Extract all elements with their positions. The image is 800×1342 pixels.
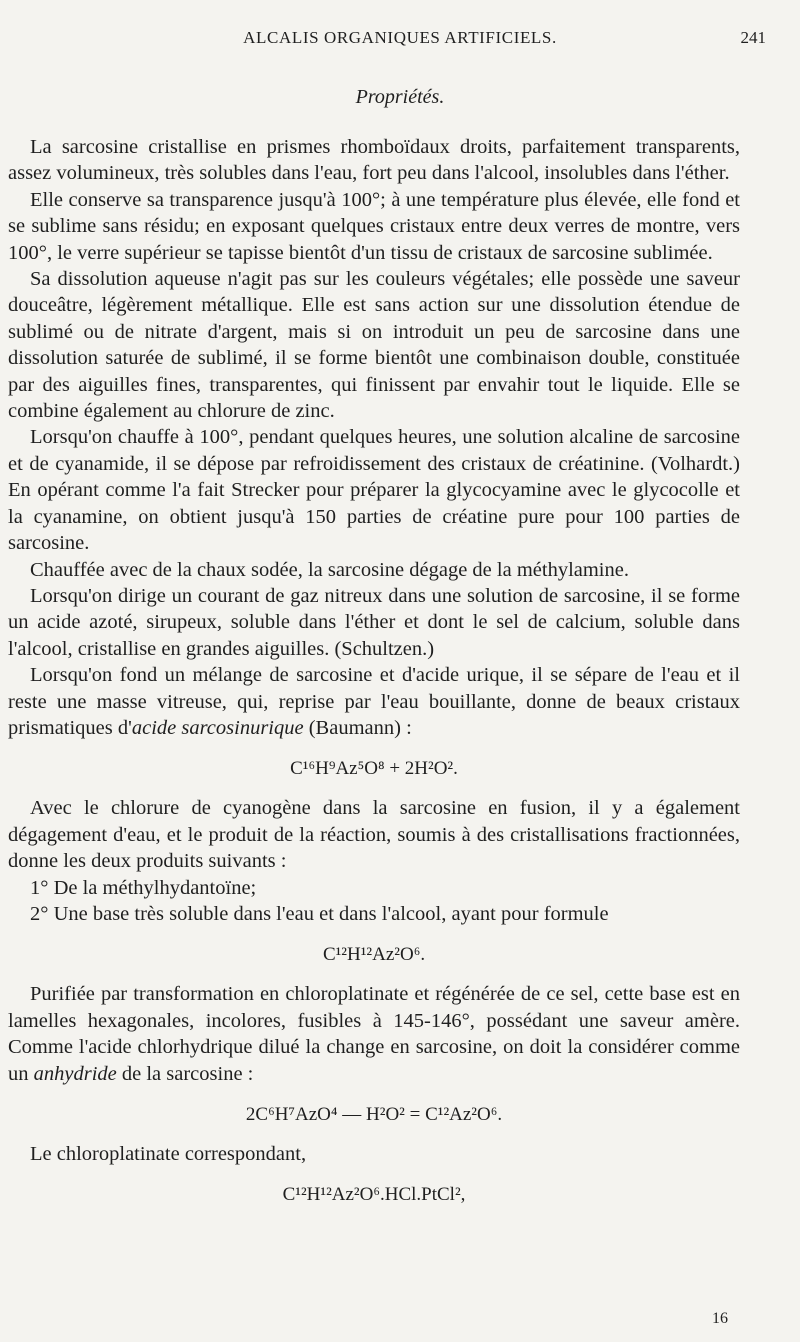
text-segment: Purifiée par transformation en chloroplatinate et régénérée de ce sel, cette base est en lamelles hexagonales, incolores, fusibles à 145-146°, possédant une saveur amère. Comme l'acide chlorhydrique dilué la change en sarcosine, on doit la considérer comme un bbox=[8, 983, 740, 1085]
italic-term: acide sarcosinurique bbox=[131, 716, 304, 739]
italic-term: anhydride bbox=[33, 1062, 117, 1085]
page-header bbox=[0, 24, 800, 54]
paragraph-chloroplatinate: Le chloroplatinate correspondant, bbox=[30, 1143, 307, 1165]
formula-sarcosinuric: C¹⁶H⁹Az⁵O⁸ + 2H²O². bbox=[290, 758, 458, 780]
paragraph-methylamine: Chauffée avec de la chaux sodée, la sarcosine dégage de la méthylamine. bbox=[30, 558, 629, 581]
paragraph-sublimation: Elle conserve sa transparence jusqu'à 100°; à une température plus élevée, elle fond et se sublime sans résidu; en exposant quelques cristaux entre deux verres de montre, vers 100°, le verre supérieur se tapisse bientôt d'un tissu de cristaux de sarcosine sublimée. bbox=[8, 188, 740, 264]
text-segment: (Baumann) : bbox=[303, 716, 412, 739]
page-number: 241 bbox=[740, 28, 766, 47]
formula-chloroplatinate: C¹²H¹²Az²O⁶.HCl.PtCl², bbox=[282, 1184, 466, 1206]
list-item-1: 1° De la méthylhydantoïne; bbox=[30, 876, 257, 899]
running-title: ALCALIS ORGANIQUES ARTIFICIELS. bbox=[243, 28, 557, 47]
list-item-2: 2° Une base très soluble dans l'eau et dans l'alcool, ayant pour formule bbox=[30, 902, 609, 925]
paragraph-creatinine: Lorsqu'on chauffe à 100°, pendant quelques heures, une solution alcaline de sarcosine et de cyanamide, il se dépose par refroidissement des cristaux de créatinine. (Volhardt.) En opérant comme l'a fait Strecker pour préparer la glycocyamine avec le glycocolle et la cyanamine, on obtient jusqu'à 150 parties de créatine pure pour 100 parties de sarcosine. bbox=[8, 426, 740, 555]
formula-base: C¹²H¹²Az²O⁶. bbox=[322, 944, 426, 966]
text-segment: Lorsqu'on fond un mélange de sarcosine et d'acide urique, il se sépare de l'eau et il reste une masse vitreuse, qui, reprise par l'eau bouillante, donne de beaux cristaux prismatiques d' bbox=[8, 664, 740, 739]
body-text bbox=[8, 134, 740, 1221]
paragraph-dissolution: Sa dissolution aqueuse n'agit pas sur les couleurs végétales; elle possède une saveur douceâtre, légèrement métallique. Elle est sans action sur une dissolution étendue de sublimé ou de nitrate d'argent, mais si on introduit un peu de sarcosine dans une dissolution saturée de sublimé, il se forme bientôt une combinaison double, constituée par des aiguilles fines, transparentes, qui finissent par envahir tout le liquide. Elle se combine également au chlorure de zinc. bbox=[8, 268, 740, 423]
paragraph-crystallization: La sarcosine cristallise en prismes rhomboïdaux droits, parfaitement transparents, assez volumineux, très solubles dans l'eau, fort peu dans l'alcool, insolubles dans l'éther. bbox=[8, 136, 740, 185]
formula-anhydride: 2C⁶H⁷AzO⁴ — H²O² = C¹²Az²O⁶. bbox=[245, 1104, 503, 1125]
paragraph-uric-acid bbox=[8, 662, 740, 741]
paragraph-anhydride bbox=[8, 981, 740, 1087]
text-segment: de la sarcosine : bbox=[116, 1062, 254, 1085]
section-title: Propriétés. bbox=[355, 86, 445, 108]
paragraph-nitrous-gas: Lorsqu'on dirige un courant de gaz nitreux dans une solution de sarcosine, il se forme un acide azoté, sirupeux, soluble dans l'éther et dont le sel de calcium, soluble dans l'alcool, cristallise en grandes aiguilles. (Schultzen.) bbox=[8, 584, 740, 660]
signature-mark: 16 bbox=[712, 1310, 728, 1327]
paragraph-cyanogen: Avec le chlorure de cyanogène dans la sarcosine en fusion, il y a également dégagement d'eau, et le produit de la réaction, soumis à des cristallisations fractionnées, donne les deux produits suivants : bbox=[8, 797, 740, 873]
